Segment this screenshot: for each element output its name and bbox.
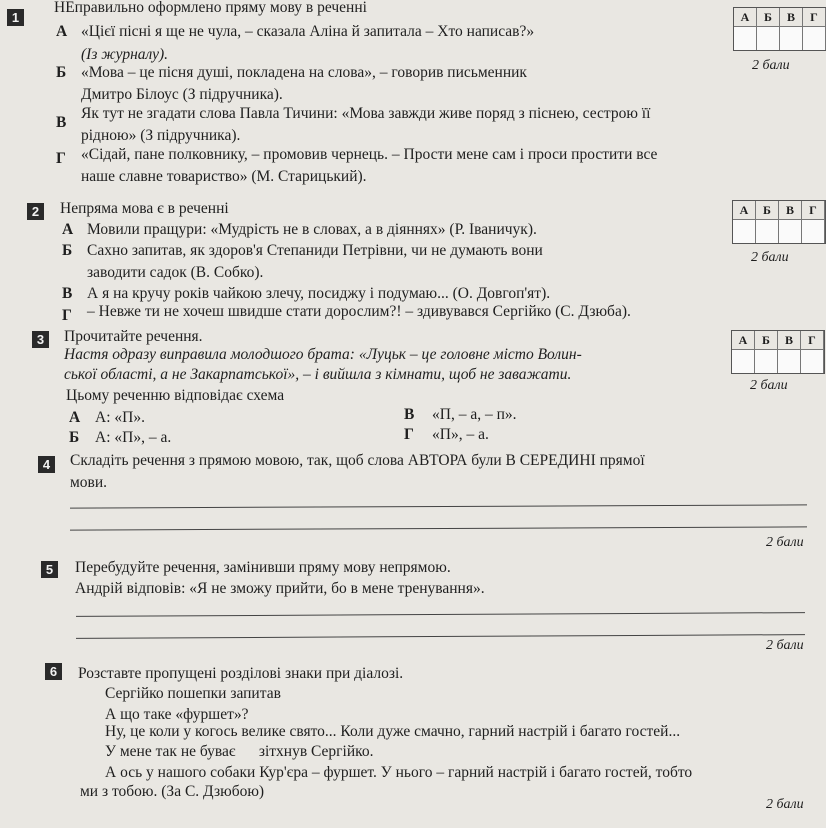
option-label: В — [56, 114, 67, 131]
score: 2 бали — [751, 250, 789, 265]
grid-header: Г — [803, 8, 826, 26]
option-text: заводити садок (В. Собко). — [87, 264, 264, 281]
sentence-text: ської області, а не Закарпатської», – і вийшла з кімнати, щоб не заважати. — [64, 366, 572, 383]
option-text: – Невже ти не хочеш швидше стати дорослим?! – здивувався Сергійко (С. Дзюба). — [87, 303, 631, 320]
answer-cell[interactable] — [801, 349, 824, 373]
answer-cell[interactable] — [755, 349, 778, 373]
question-prompt: Прочитайте речення. — [64, 328, 203, 345]
answer-cell[interactable] — [732, 349, 755, 373]
answer-cell[interactable] — [734, 26, 757, 50]
dialog-line: Сергійко пошепки запитав — [105, 685, 281, 702]
answer-cell[interactable] — [780, 26, 803, 50]
option-label: А — [69, 409, 81, 426]
sentence-text: Андрій відповів: «Я не зможу прийти, бо в мене тренування». — [75, 580, 485, 597]
option-text: (Із журналу). — [81, 46, 168, 63]
score: 2 бали — [752, 58, 790, 73]
answer-cell[interactable] — [756, 219, 779, 243]
dialog-line: У мене так не буває зітхнув Сергійко. — [105, 743, 374, 760]
answer-grid — [731, 330, 825, 374]
answer-cell[interactable] — [778, 349, 801, 373]
answer-cell[interactable] — [757, 26, 780, 50]
question-prompt: Перебудуйте речення, замінивши пряму мову непрямою. — [75, 559, 451, 576]
score: 2 бали — [766, 638, 804, 653]
answer-cell[interactable] — [733, 219, 756, 243]
question-number: 4 — [38, 456, 55, 473]
option-label: В — [404, 406, 415, 423]
dialog-line: Ну, це коли у когось велике свято... Коли дуже смачно, гарний настрій і багато гостей... — [105, 723, 681, 740]
question-number: 2 — [27, 203, 44, 220]
option-text: А: «П». — [95, 409, 145, 426]
question-prompt: Непряма мова є в реченні — [60, 200, 229, 217]
dialog-line: А ось у нашого собаки Кур'єра – фуршет. У нього – гарний настрій і багато гостей, тобто — [105, 764, 693, 781]
option-text: Мовили пращури: «Мудрість не в словах, а в діяннях» (Р. Іваничук). — [87, 221, 537, 238]
score: 2 бали — [766, 535, 804, 550]
question-number: 3 — [32, 331, 49, 348]
option-text: «Мова – це пісня душі, покладена на слова», – говорив письменник — [81, 64, 527, 81]
option-text: «Сідай, пане полковнику, – промовив чернець. – Прости мене сам і проси простити все — [81, 146, 658, 163]
grid-header: Б — [755, 331, 778, 349]
option-text: «Цієї пісні я ще не чула, – сказала Аліна й запитала – Хто написав?» — [81, 23, 535, 40]
score: 2 бали — [766, 797, 804, 812]
answer-line[interactable] — [76, 612, 805, 617]
question-prompt: мови. — [70, 474, 108, 491]
option-text: «П, – а, – п». — [432, 406, 517, 423]
answer-grid — [733, 7, 826, 51]
option-text: Сахно запитав, як здоров'я Степаниди Петрівни, чи не думають вони — [87, 242, 543, 259]
option-label: А — [62, 221, 74, 238]
grid-header: В — [778, 331, 801, 349]
dialog-line: А що таке «фуршет»? — [105, 706, 249, 723]
option-label: А — [56, 23, 68, 40]
answer-cell[interactable] — [802, 219, 825, 243]
option-text: рідною» (З підручника). — [81, 127, 241, 144]
score: 2 бали — [750, 378, 788, 393]
option-label: Б — [62, 242, 73, 259]
question-number: 1 — [7, 9, 24, 26]
question-prompt: НЕправильно оформлено пряму мову в реченні — [54, 0, 367, 16]
grid-header: А — [734, 8, 757, 26]
answer-grid — [732, 200, 826, 244]
grid-header: В — [780, 8, 803, 26]
option-text: «П», – а. — [432, 426, 489, 443]
answer-line[interactable] — [70, 526, 807, 530]
option-label: Б — [69, 429, 80, 446]
grid-header: В — [779, 201, 802, 219]
option-text: А я на кручу років чайкою злечу, посиджу і подумаю... (О. Довгоп'ят). — [87, 285, 551, 302]
option-label: Г — [62, 307, 72, 324]
answer-cell[interactable] — [803, 26, 826, 50]
option-text: Дмитро Білоус (З підручника). — [81, 86, 283, 103]
sentence-text: Настя одразу виправила молодшого брата: «Луцьк – це головне місто Волин- — [64, 346, 582, 363]
grid-header: Б — [757, 8, 780, 26]
option-text: А: «П», – а. — [95, 429, 172, 446]
question-prompt: Розставте пропущені розділові знаки при діалозі. — [78, 665, 404, 682]
grid-header: Г — [802, 201, 825, 219]
question-number: 5 — [41, 561, 58, 578]
question-text: Цьому реченню відповідає схема — [66, 387, 285, 404]
dialog-line: ми з тобою. (За С. Дзюбою) — [80, 783, 265, 800]
grid-header: Б — [756, 201, 779, 219]
answer-line[interactable] — [70, 504, 807, 508]
option-label: В — [62, 285, 73, 302]
answer-line[interactable] — [76, 634, 805, 639]
option-text: Як тут не згадати слова Павла Тичини: «Мова завжди живе поряд з піснею, сестрою її — [81, 105, 651, 122]
option-label: Г — [56, 150, 66, 167]
grid-header: А — [732, 331, 755, 349]
option-label: Г — [404, 426, 414, 443]
option-label: Б — [56, 64, 67, 81]
question-number: 6 — [45, 663, 62, 680]
question-prompt: Складіть речення з прямою мовою, так, щоб слова АВТОРА були В СЕРЕДИНІ прямої — [70, 452, 645, 469]
grid-header: А — [733, 201, 756, 219]
grid-header: Г — [801, 331, 824, 349]
option-text: наше славне товариство» (М. Старицький). — [81, 168, 367, 185]
answer-cell[interactable] — [779, 219, 802, 243]
